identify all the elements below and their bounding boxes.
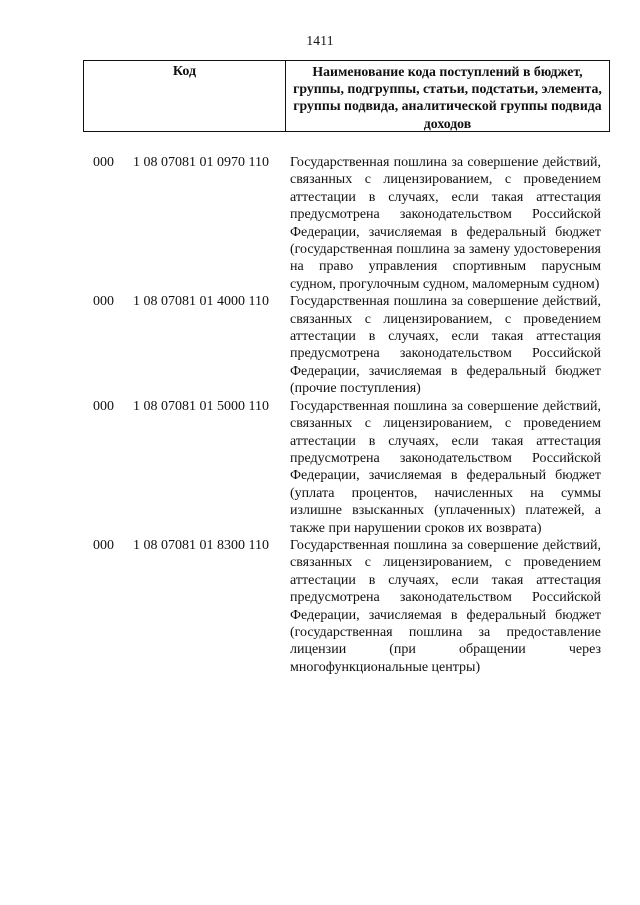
row-budget-code: 1 08 07081 01 0970 110: [133, 155, 269, 170]
row-admin-code: 000: [93, 294, 114, 310]
revenue-code-list: [83, 154, 610, 676]
row-description: Государственная пошлина за совершение действий, связанных с лицензированием, с проведением аттестации в случаях, если такая аттестация предусмотрена законодательством Российской Федерации, зачисляемая в федеральный бюджет (прочие поступления): [290, 294, 601, 397]
page-number: 1411: [306, 33, 334, 48]
row-admin-code: 000: [93, 398, 114, 414]
row-description: Государственная пошлина за совершение действий, связанных с лицензированием, с проведением аттестации в случаях, если такая аттестация предусмотрена законодательством Российской Федерации, зачисляемая в федеральный бюджет (уплата процентов, начисленных на суммы излишне взысканных (уплаченных) платежей, а также при нарушении сроков их возврата): [290, 398, 601, 536]
table-row: [83, 398, 610, 537]
header-name-column: Наименование кода поступлений в бюджет, группы, подгруппы, статьи, подстатьи, элемента, группы подвида, аналитической группы подвида доходов: [293, 64, 602, 131]
row-description: Государственная пошлина за совершение действий, связанных с лицензированием, с проведением аттестации в случаях, если такая аттестация предусмотрена законодательством Российской Федерации, зачисляемая в федеральный бюджет (государственная пошлина за предоставление лицензии (при обращении через многофункциональные центры): [290, 537, 601, 675]
row-budget-code: 1 08 07081 01 5000 110: [133, 398, 269, 414]
row-description: Государственная пошлина за совершение действий, связанных с лицензированием, с проведением аттестации в случаях, если такая аттестация предусмотрена законодательством Российской Федерации, зачисляемая в федеральный бюджет (государственная пошлина за замену удостоверения на право управления спортивным парусным судном, прогулочным судном, маломерным судном): [290, 155, 601, 292]
row-budget-code: 1 08 07081 01 4000 110: [133, 294, 269, 310]
row-admin-code: 000: [93, 155, 114, 170]
row-budget-code: 1 08 07081 01 8300 110: [133, 537, 269, 553]
header-code-column: Код: [84, 61, 286, 131]
table-row: [83, 293, 610, 397]
table-row: [83, 154, 610, 293]
row-admin-code: 000: [93, 537, 114, 553]
table-header: [83, 60, 610, 132]
table-row: [83, 537, 610, 676]
